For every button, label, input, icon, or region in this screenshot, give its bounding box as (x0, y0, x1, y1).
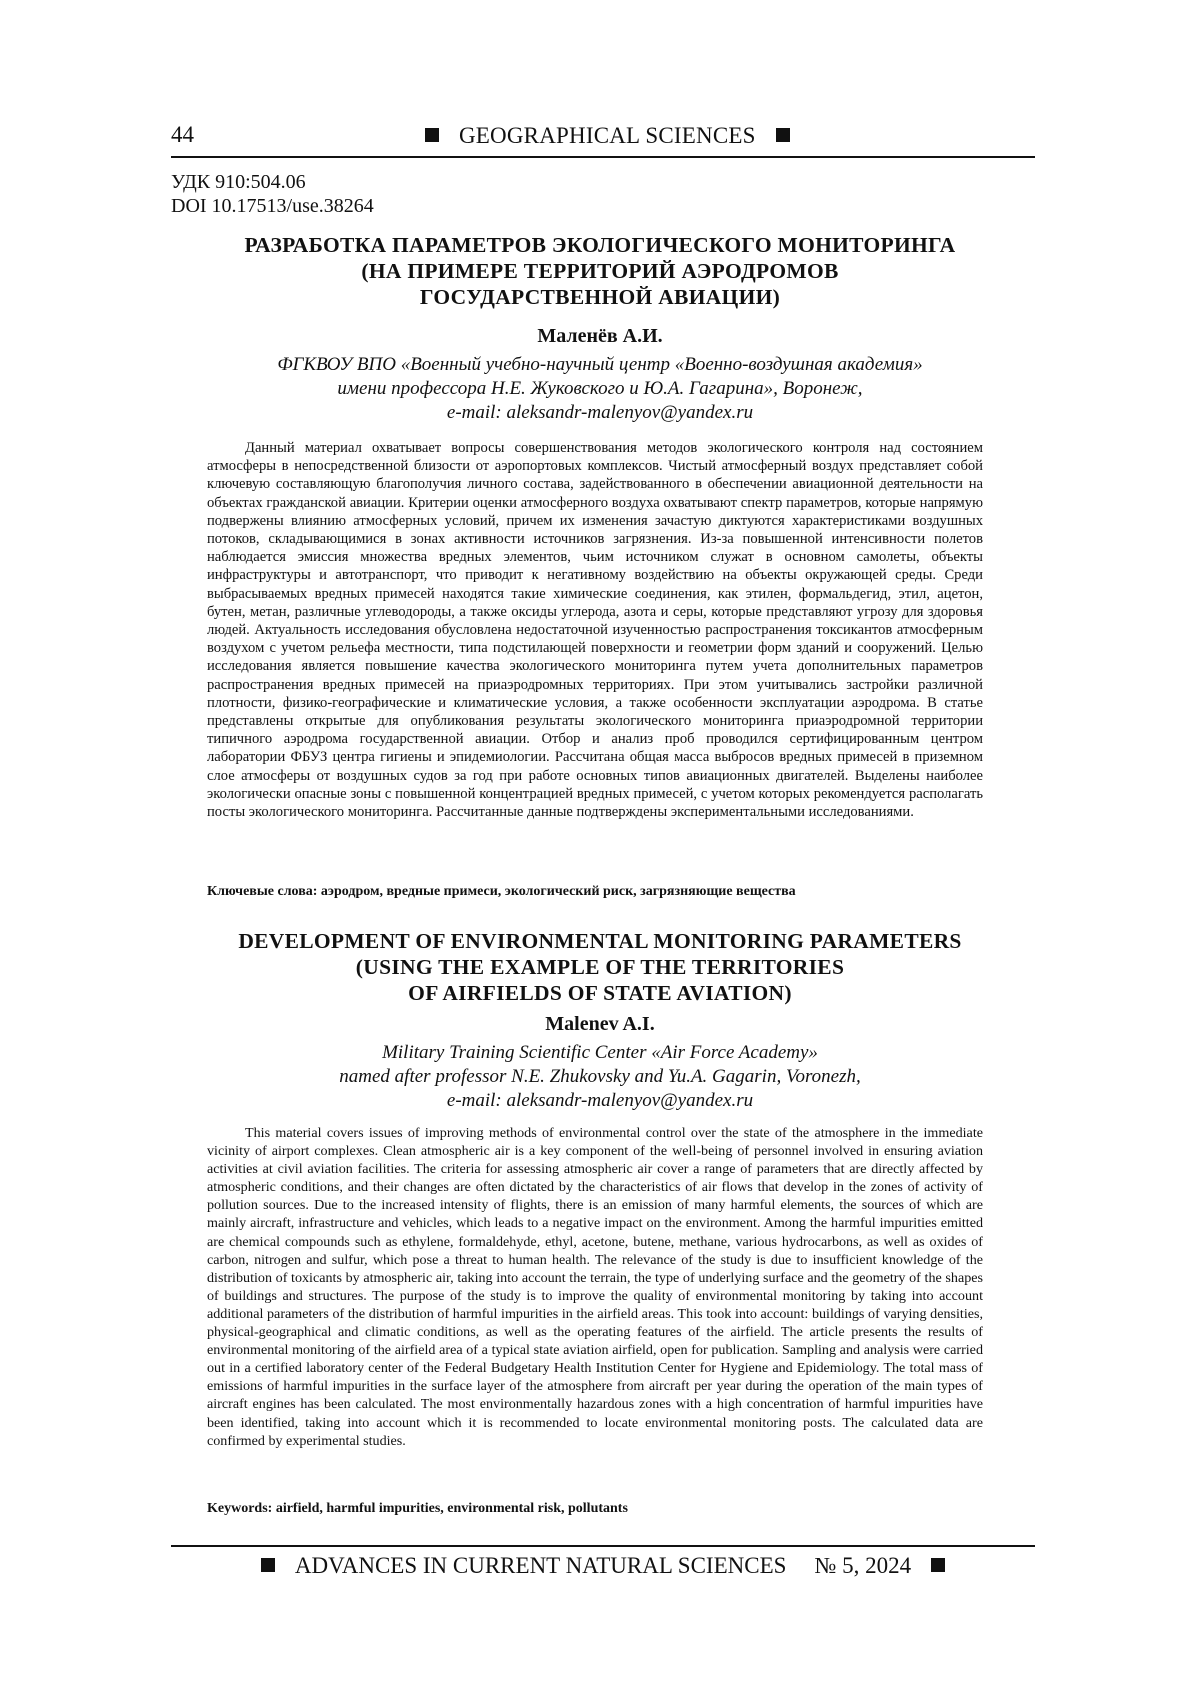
title-en-line: OF AIRFIELDS OF STATE AVIATION) (150, 980, 1050, 1006)
title-ru-line: РАЗРАБОТКА ПАРАМЕТРОВ ЭКОЛОГИЧЕСКОГО МОНИТОРИНГА (150, 232, 1050, 258)
page-footer (171, 1553, 1035, 1579)
square-bullet-icon (931, 1558, 945, 1572)
issue-number: № 5, 2024 (814, 1553, 911, 1578)
author-en: Malenev A.I. (150, 1013, 1050, 1036)
title-ru-line: (НА ПРИМЕРЕ ТЕРРИТОРИЙ АЭРОДРОМОВ (150, 258, 1050, 284)
keywords-ru: Ключевые слова: аэродром, вредные примеси, экологический риск, загрязняющие вещества (207, 884, 796, 900)
page-header (171, 119, 1035, 155)
affiliation-ru (150, 353, 1050, 425)
title-en-line: (USING THE EXAMPLE OF THE TERRITORIES (150, 954, 1050, 980)
title-en (150, 928, 1050, 1006)
affiliation-ru-line: ФГКВОУ ВПО «Военный учебно-научный центр «Военно-воздушная академия» (150, 353, 1050, 377)
affiliation-en (150, 1041, 1050, 1113)
running-title (425, 123, 790, 149)
abstract-ru: Данный материал охватывает вопросы совершенствования методов экологического контроля над состоянием атмосферы в непосредственной близости от аэропортовых комплексов. Чистый атмосферный воздух представляет собой ключевую составляющую благополучия личного состава, задействованного в обеспечении авиационной деятельности на объектах гражданской авиации. Критерии оценки атмосферного воздуха охватывают спектр параметров, которые напрямую подвержены влиянию атмосферных условий, причем их изменения зачастую диктуются характеристиками воздушных потоков, складывающимися в зонах активности источников загрязнения. Из-за повышенной интенсивности полетов наблюдается эмиссия множества вредных элементов, чьим источником служат в основном самолеты, объекты инфраструктуры и автотранспорт, что приводит к негативному воздействию на объекты окружающей среды. Среди выбрасываемых вредных примесей находятся такие химические соединения, как этилен, формальдегид, этил, ацетон, бутен, метан, различные углеводороды, а также оксиды углерода, азота и серы, которые представляют угрозу для здоровья людей. Актуальность исследования обусловлена недостаточной изученностью распространения токсикантов атмосферным воздухом с учетом рельефа местности, типа подстилающей поверхности и геометрии форм зданий и сооружений. Целью исследования является повышение качества экологического мониторинга путем учета дополнительных параметров распространения вредных примесей на приаэродромных территориях. При этом учитывались застройки различной плотности, физико-географические и климатические условия, а также особенности эксплуатации аэродрома. В статье представлены открытые для опубликования результаты экологического мониторинга приаэродромной территории типичного аэродрома государственной авиации. Отбор и анализ проб проводился сертифицированным центром лаборатории ФБУЗ центра гигиены и эпидемиологии. Рассчитана общая масса выбросов вредных примесей в приземном слое атмосферы от воздушных судов за год при работе основных типов авиационных двигателей. Выделены наиболее экологически опасные зоны с повышенной концентрацией вредных примесей, с учетом которых рекомендуется располагать посты экологического мониторинга. Рассчитанные данные подтверждены экспериментальными исследованиями. (207, 439, 983, 821)
affiliation-en-line: named after professor N.E. Zhukovsky and Yu.A. Gagarin, Voronezh, (150, 1065, 1050, 1089)
square-bullet-icon (261, 1558, 275, 1572)
square-bullet-icon (425, 128, 439, 142)
running-title-text: GEOGRAPHICAL SCIENCES (459, 123, 756, 148)
affiliation-ru-line: имени профессора Н.Е. Жуковского и Ю.А. Гагарина», Воронеж, (150, 377, 1050, 401)
doi: DOI 10.17513/use.38264 (171, 194, 374, 218)
udc-code: УДК 910:504.06 (171, 170, 374, 194)
abstract-en: This material covers issues of improving methods of environmental control over the state of the atmosphere in the immediate vicinity of airport complexes. Clean atmospheric air is a key component of the well-being of personnel involved in ensuring aviation activities at civil aviation facilities. The criteria for assessing atmospheric air cover a range of parameters that are directly affected by atmospheric conditions, and their changes are often dictated by the characteristics of air flows that develop in the zones of activity of pollution sources. Due to the increased intensity of flights, there is an emission of many harmful elements, the sources of which are mainly aircraft, infrastructure and vehicles, which leads to a negative impact on the environment. Among the harmful impurities emitted are chemical compounds such as ethylene, formaldehyde, ethyl, acetone, butene, methane, various hydrocarbons, as well as oxides of carbon, nitrogen and sulfur, which pose a threat to human health. The relevance of the study is due to insufficient knowledge of the distribution of toxicants by atmospheric air, taking into account the terrain, the type of underlying surface and the geometry of the shapes of buildings and structures. The purpose of the study is to improve the quality of environmental monitoring by taking into account additional parameters of the distribution of harmful impurities in the airfield areas. This took into account: buildings of varying densities, physical-geographical and climatic conditions, as well as the operating features of the airfield. The article presents the results of environmental monitoring of the airfield area of a typical state aviation airfield, open for publication. Sampling and analysis were carried out in a certified laboratory center of the Federal Budgetary Health Institution Center for Hygiene and Epidemiology. The total mass of emissions of harmful impurities in the surface layer of the atmosphere from aircraft per year during the operation of the main types of aircraft engines has been calculated. The most environmentally hazardous zones with a high concentration of harmful impurities have been identified, taking into account which it is recommended to locate environmental monitoring posts. The calculated data are confirmed by experimental studies. (207, 1124, 983, 1450)
title-en-line: DEVELOPMENT OF ENVIRONMENTAL MONITORING PARAMETERS (150, 928, 1050, 954)
square-bullet-icon (776, 128, 790, 142)
email-en: e-mail: aleksandr-malenyov@yandex.ru (150, 1089, 1050, 1113)
keywords-en: Keywords: airfield, harmful impurities, environmental risk, pollutants (207, 1501, 628, 1517)
affiliation-en-line: Military Training Scientific Center «Air Force Academy» (150, 1041, 1050, 1065)
author-ru: Маленёв А.И. (150, 325, 1050, 348)
title-ru (150, 232, 1050, 310)
header-rule (171, 156, 1035, 158)
page-number: 44 (171, 122, 194, 148)
article-identifiers (171, 170, 374, 218)
footer-rule (171, 1545, 1035, 1547)
journal-name: ADVANCES IN CURRENT NATURAL SCIENCES (295, 1553, 787, 1578)
title-ru-line: ГОСУДАРСТВЕННОЙ АВИАЦИИ) (150, 284, 1050, 310)
email-ru: e-mail: aleksandr-malenyov@yandex.ru (150, 401, 1050, 425)
